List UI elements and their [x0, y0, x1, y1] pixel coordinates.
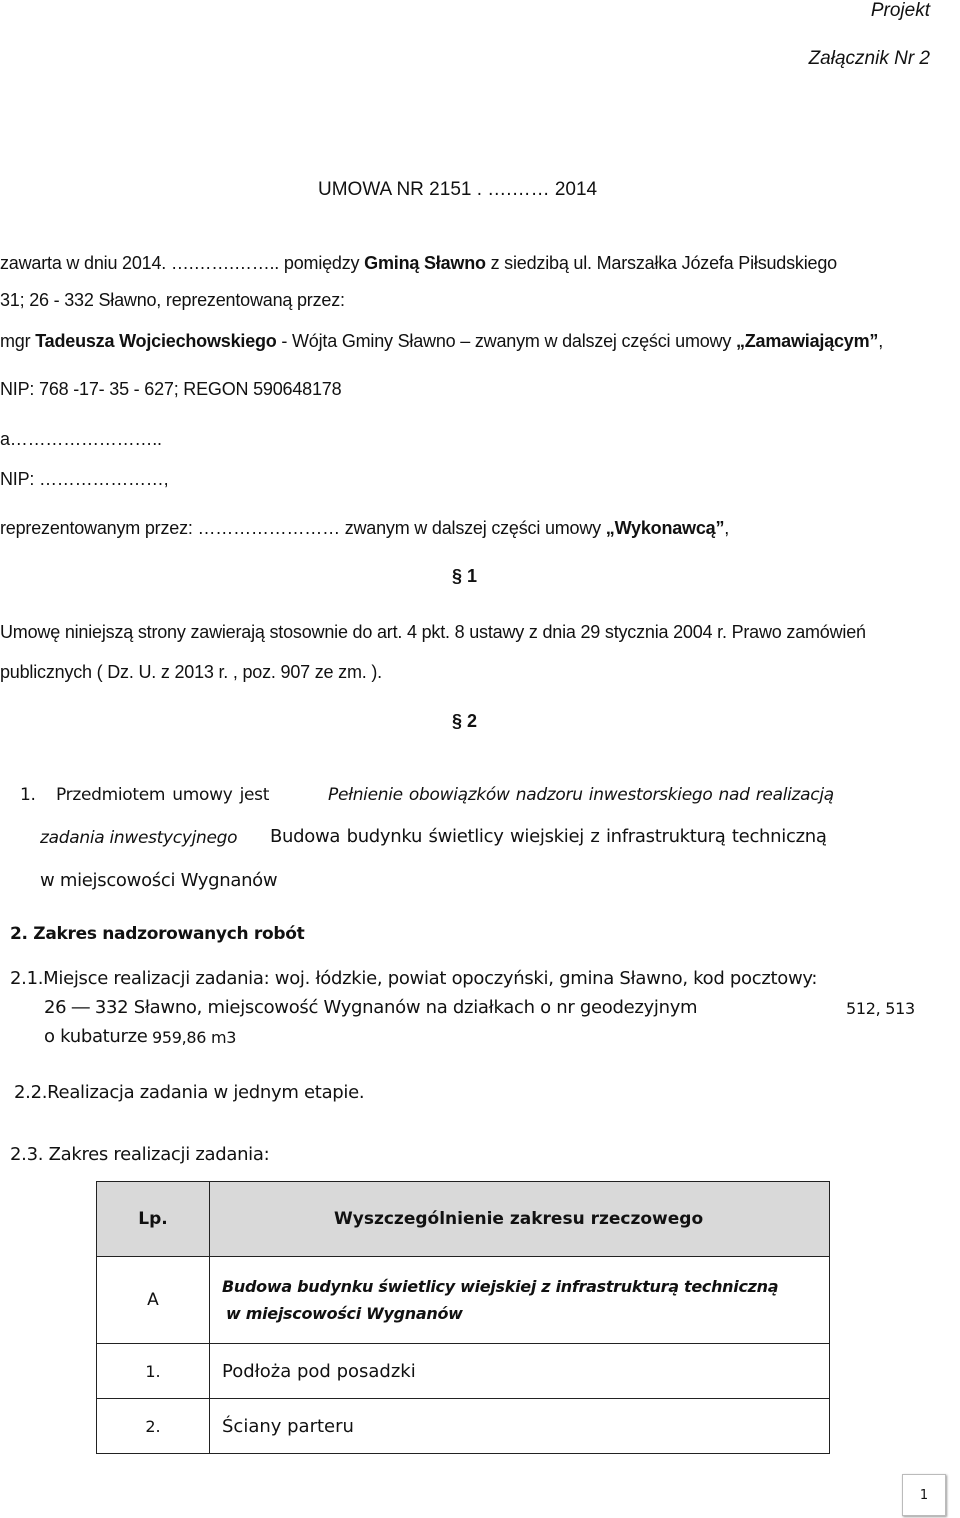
row-lp: 1. — [97, 1344, 210, 1399]
representative-role: - Wójta Gminy Sławno — [276, 331, 461, 351]
item-2-2: 2.2.Realizacja zadania w jednym etapie. — [14, 1082, 365, 1103]
zamawiajacy-label: „Zamawiającym” — [735, 331, 879, 351]
contract-title: UMOWA NR 2151 . ….…… 2014 — [318, 179, 598, 200]
comma: , — [724, 518, 730, 538]
table-row — [97, 1344, 830, 1399]
row-lp: A — [97, 1257, 210, 1344]
item-1-subject: Pełnienie obowiązków nadzoru inwestorskiego nad realizacją — [328, 785, 834, 805]
item-2-1-line-1: 2.1.Miejsce realizacji zadania: woj. łódzkie, powiat opoczyński, gmina Sławno, kod pocztowy: — [10, 968, 818, 989]
contractor-nip: NIP: …………………, — [0, 469, 169, 489]
paragraph-2-sign: § 2 — [452, 711, 478, 731]
row-description: Ściany parteru — [210, 1399, 830, 1454]
item-1-task: zadania inwestycyjnego — [40, 828, 238, 848]
gmina-name: Gminą Sławno — [364, 253, 486, 273]
row-desc-line-2: w miejscowości Wygnanów — [226, 1304, 463, 1323]
row-desc-line-1: Budowa budynku świetlicy wiejskiej z infrastrukturą techniczną — [222, 1277, 779, 1296]
contractor-a-line: a…………………….. — [0, 429, 162, 449]
intro-address: z siedzibą ul. Marszałka Józefa Piłsudskiego — [485, 253, 837, 273]
item-2-1-line-2: 26 ― 332 Sławno, miejscowość Wygnanów na działkach o nr geodezyjnym — [44, 997, 698, 1018]
item-2-title: 2. Zakres nadzorowanych robót — [10, 924, 305, 944]
dash: – — [460, 331, 471, 351]
projekt-label: Projekt — [870, 0, 930, 21]
item-2-3: 2.3. Zakres realizacji zadania: — [10, 1144, 270, 1165]
header-lp: Lp. — [97, 1182, 210, 1257]
item-1-number: 1. — [20, 785, 36, 805]
table-row — [97, 1399, 830, 1454]
zwanym-text: zwanym w dalszej części umowy — [470, 331, 736, 351]
contractor-repr — [0, 518, 729, 539]
table-header-row — [97, 1182, 830, 1257]
row-description — [210, 1257, 830, 1344]
nip-regon: NIP: 768 -17- 35 - 627; REGON 590648178 — [0, 379, 342, 399]
item-1-location: w miejscowości Wygnanów — [40, 870, 278, 891]
item-1-building: Budowa budynku świetlicy wiejskiej z infrastrukturą techniczną — [270, 826, 827, 847]
repr-text: reprezentowanym przez: …………………… zwanym w dalszej części umowy — [0, 518, 606, 538]
wykonawca-label: „Wykonawcą” — [605, 518, 725, 538]
intro-line-3 — [0, 331, 883, 352]
paragraph-1-text-2: publicznych ( Dz. U. z 2013 r. , poz. 907 ze zm. ). — [0, 662, 382, 682]
page-number: 1 — [902, 1474, 946, 1516]
title-mgr: mgr — [0, 331, 36, 351]
volume-value: 959,86 m3 — [152, 1028, 237, 1047]
row-lp: 2. — [97, 1399, 210, 1454]
representative-name: Tadeusza Wojciechowskiego — [35, 331, 277, 351]
table-row — [97, 1257, 830, 1344]
intro-date: zawarta w dniu 2014. ….…….…….. pomiędzy — [0, 253, 365, 273]
item-1-intro: Przedmiotem umowy jest — [56, 785, 270, 805]
comma: , — [878, 331, 884, 351]
intro-line-2: 31; 26 - 332 Sławno, reprezentowaną przez: — [0, 290, 345, 310]
header-description: Wyszczególnienie zakresu rzeczowego — [210, 1182, 830, 1257]
scope-table — [96, 1181, 830, 1454]
item-2-1-line-3: o kubaturze — [44, 1026, 148, 1047]
intro-line-1 — [0, 253, 837, 274]
plot-numbers: 512, 513 — [846, 999, 915, 1018]
attachment-label: Załącznik Nr 2 — [808, 48, 930, 69]
row-description: Podłoża pod posadzki — [210, 1344, 830, 1399]
paragraph-1-text-1: Umowę niniejszą strony zawierają stosownie do art. 4 pkt. 8 ustawy z dnia 29 stycznia 2004 r. Prawo zamówień — [0, 622, 866, 642]
paragraph-1-sign: § 1 — [452, 566, 478, 586]
